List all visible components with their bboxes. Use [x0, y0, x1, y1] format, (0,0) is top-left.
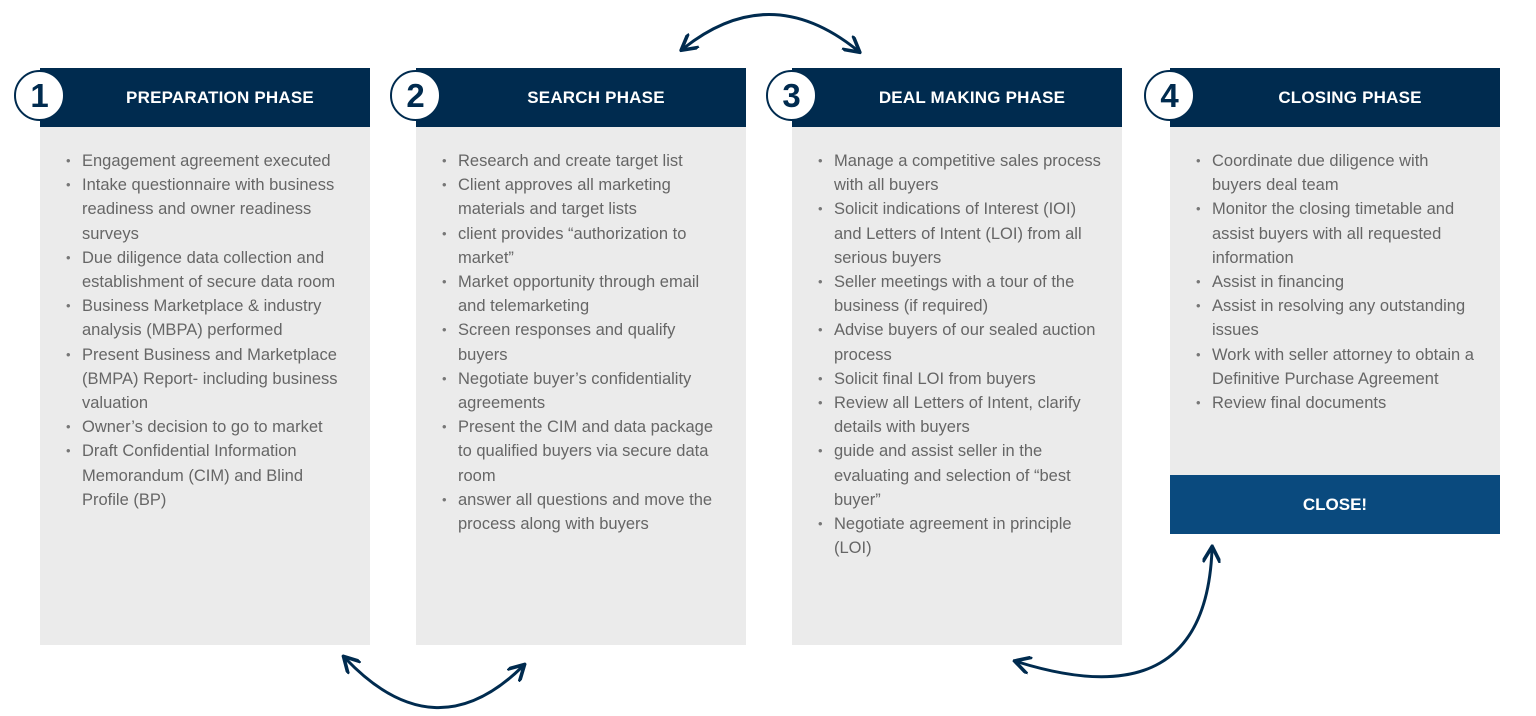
- list-item: • Solicit indications of Interest (IOI) and Letters of Intent (LOI) from all serious buyers: [834, 197, 1102, 270]
- phase-body: [40, 127, 370, 645]
- phase-item-list: [442, 149, 726, 536]
- list-item: • answer all questions and move the process along with buyers: [458, 488, 726, 536]
- close-banner: CLOSE!: [1170, 475, 1500, 534]
- list-item: • Engagement agreement executed: [82, 149, 350, 173]
- list-item: • Owner’s decision to go to market: [82, 415, 350, 439]
- phase-header: [30, 68, 370, 127]
- list-item: • Due diligence data collection and establishment of secure data room: [82, 246, 350, 294]
- list-item: • Present the CIM and data package to qualified buyers via secure data room: [458, 415, 726, 488]
- list-item: • Seller meetings with a tour of the business (if required): [834, 270, 1102, 318]
- phase-title: PREPARATION PHASE: [126, 88, 314, 107]
- phase-body: [416, 127, 746, 645]
- phase-title: SEARCH PHASE: [527, 88, 665, 107]
- list-item: • Coordinate due diligence with buyers deal team: [1212, 149, 1480, 197]
- phase-item-list: [66, 149, 350, 512]
- list-item: • Negotiate agreement in principle (LOI): [834, 512, 1102, 560]
- list-item: • Manage a competitive sales process with all buyers: [834, 149, 1102, 197]
- list-item: • Business Marketplace & industry analysis (MBPA) performed: [82, 294, 350, 342]
- list-item: • Research and create target list: [458, 149, 726, 173]
- phase-title: DEAL MAKING PHASE: [878, 88, 1066, 107]
- phase-1-card: [30, 68, 370, 645]
- list-item: • guide and assist seller in the evaluating and selection of “best buyer”: [834, 439, 1102, 512]
- list-item: • Review final documents: [1212, 391, 1480, 415]
- list-item: • Screen responses and qualify buyers: [458, 318, 726, 366]
- phase-number-badge: 2: [390, 70, 441, 121]
- list-item: • Intake questionnaire with business readiness and owner readiness surveys: [82, 173, 350, 246]
- list-item: • Assist in financing: [1212, 270, 1480, 294]
- list-item: • Negotiate buyer’s confidentiality agreements: [458, 367, 726, 415]
- phase-header: [782, 68, 1122, 127]
- list-item: • Draft Confidential Information Memorandum (CIM) and Blind Profile (BP): [82, 439, 350, 512]
- list-item: • Client approves all marketing materials and target lists: [458, 173, 726, 221]
- list-item: • Monitor the closing timetable and assist buyers with all requested information: [1212, 197, 1480, 270]
- phase-body: [1170, 127, 1500, 475]
- list-item: • Advise buyers of our sealed auction process: [834, 318, 1102, 366]
- phase-number-badge: 3: [766, 70, 817, 121]
- phase-title: CLOSING PHASE: [1278, 88, 1422, 107]
- phase-item-list: [818, 149, 1102, 560]
- list-item: • Solicit final LOI from buyers: [834, 367, 1102, 391]
- list-item: • Review all Letters of Intent, clarify details with buyers: [834, 391, 1102, 439]
- phase-3-card: [782, 68, 1122, 645]
- phase-body: [792, 127, 1122, 645]
- arrow-search-dealmaking: [684, 14, 857, 50]
- list-item: • Present Business and Marketplace (BMPA) Report- including business valuation: [82, 343, 350, 416]
- phase-header: [406, 68, 746, 127]
- arrow-preparation-search: [346, 659, 522, 708]
- phase-header: [1160, 68, 1500, 127]
- list-item: • Work with seller attorney to obtain a Definitive Purchase Agreement: [1212, 343, 1480, 391]
- phase-4-card: [1160, 68, 1500, 534]
- phase-2-card: [406, 68, 746, 645]
- list-item: • Assist in resolving any outstanding issues: [1212, 294, 1480, 342]
- list-item: • client provides “authorization to market”: [458, 222, 726, 270]
- phase-item-list: [1196, 149, 1480, 415]
- phase-number-badge: 1: [14, 70, 65, 121]
- phase-number-badge: 4: [1144, 70, 1195, 121]
- list-item: • Market opportunity through email and telemarketing: [458, 270, 726, 318]
